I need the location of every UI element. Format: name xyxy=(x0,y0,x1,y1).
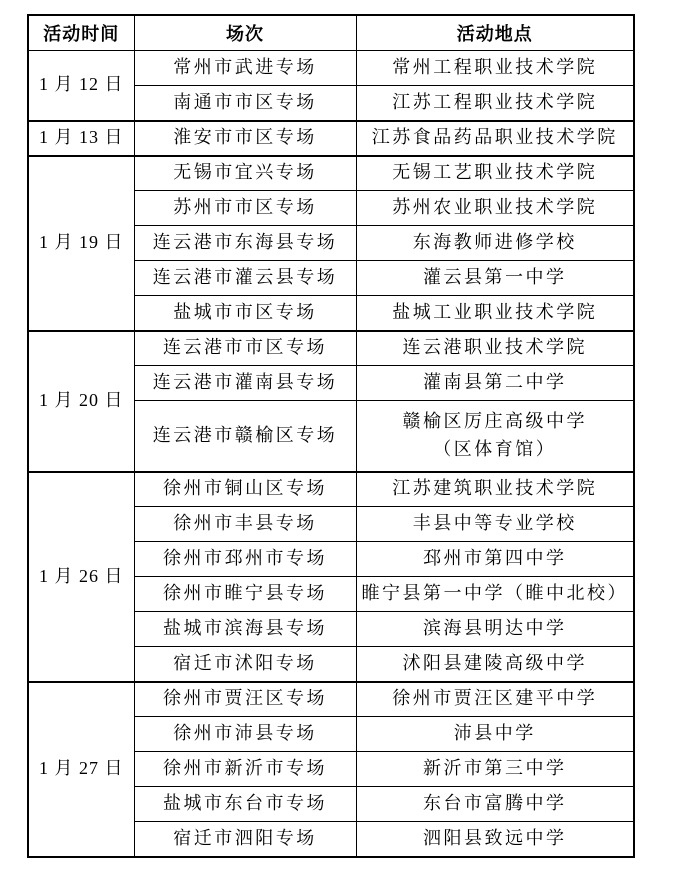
session-cell: 连云港市市区专场 xyxy=(134,331,356,366)
session-cell: 盐城市东台市专场 xyxy=(134,787,356,822)
session-cell: 淮安市市区专场 xyxy=(134,121,356,156)
date-cell: 1 月 26 日 xyxy=(28,472,134,682)
location-cell: 新沂市第三中学 xyxy=(356,752,634,787)
session-cell: 南通市市区专场 xyxy=(134,86,356,121)
session-cell: 连云港市灌南县专场 xyxy=(134,366,356,401)
location-line-1: 赣榆区厉庄高级中学 xyxy=(402,410,587,431)
location-cell: 睢宁县第一中学（睢中北校） xyxy=(356,577,634,612)
column-header-location: 活动地点 xyxy=(356,15,634,51)
location-line-2: （区体育馆） xyxy=(433,438,557,459)
session-cell: 徐州市丰县专场 xyxy=(134,507,356,542)
session-cell: 徐州市睢宁县专场 xyxy=(134,577,356,612)
date-cell: 1 月 13 日 xyxy=(28,121,134,156)
location-cell: 江苏工程职业技术学院 xyxy=(356,86,634,121)
table-row xyxy=(28,331,634,366)
location-cell: 盐城工业职业技术学院 xyxy=(356,296,634,331)
session-cell: 连云港市东海县专场 xyxy=(134,226,356,261)
location-cell: 江苏食品药品职业技术学院 xyxy=(356,121,634,156)
location-cell: 常州工程职业技术学院 xyxy=(356,51,634,86)
date-cell: 1 月 12 日 xyxy=(28,51,134,121)
session-cell: 苏州市市区专场 xyxy=(134,191,356,226)
session-cell: 连云港市灌云县专场 xyxy=(134,261,356,296)
date-cell: 1 月 19 日 xyxy=(28,156,134,331)
location-cell: 江苏建筑职业技术学院 xyxy=(356,472,634,507)
session-cell: 盐城市滨海县专场 xyxy=(134,612,356,647)
location-cell: 无锡工艺职业技术学院 xyxy=(356,156,634,191)
location-cell: 东台市富腾中学 xyxy=(356,787,634,822)
location-cell xyxy=(356,401,634,472)
session-cell: 盐城市市区专场 xyxy=(134,296,356,331)
location-cell: 徐州市贾汪区建平中学 xyxy=(356,682,634,717)
column-header-session: 场次 xyxy=(134,15,356,51)
location-cell: 沭阳县建陵高级中学 xyxy=(356,647,634,682)
location-cell: 灌云县第一中学 xyxy=(356,261,634,296)
column-header-time: 活动时间 xyxy=(28,15,134,51)
session-cell: 徐州市铜山区专场 xyxy=(134,472,356,507)
table-row xyxy=(28,51,634,86)
location-cell: 连云港职业技术学院 xyxy=(356,331,634,366)
session-cell: 宿迁市泗阳专场 xyxy=(134,822,356,857)
location-cell: 滨海县明达中学 xyxy=(356,612,634,647)
table-row xyxy=(28,682,634,717)
location-cell: 东海教师进修学校 xyxy=(356,226,634,261)
table-row xyxy=(28,472,634,507)
session-cell: 徐州市贾汪区专场 xyxy=(134,682,356,717)
session-cell: 徐州市沛县专场 xyxy=(134,717,356,752)
session-cell: 宿迁市沭阳专场 xyxy=(134,647,356,682)
schedule-table xyxy=(27,14,635,858)
date-cell: 1 月 27 日 xyxy=(28,682,134,857)
session-cell: 徐州市邳州市专场 xyxy=(134,542,356,577)
location-cell: 邳州市第四中学 xyxy=(356,542,634,577)
date-cell: 1 月 20 日 xyxy=(28,331,134,472)
table-row xyxy=(28,156,634,191)
location-cell: 苏州农业职业技术学院 xyxy=(356,191,634,226)
session-cell: 无锡市宜兴专场 xyxy=(134,156,356,191)
session-cell: 连云港市赣榆区专场 xyxy=(134,401,356,472)
location-cell: 沛县中学 xyxy=(356,717,634,752)
session-cell: 常州市武进专场 xyxy=(134,51,356,86)
location-cell: 丰县中等专业学校 xyxy=(356,507,634,542)
location-cell: 灌南县第二中学 xyxy=(356,366,634,401)
session-cell: 徐州市新沂市专场 xyxy=(134,752,356,787)
header-row xyxy=(28,15,634,51)
table-row xyxy=(28,121,634,156)
location-cell: 泗阳县致远中学 xyxy=(356,822,634,857)
